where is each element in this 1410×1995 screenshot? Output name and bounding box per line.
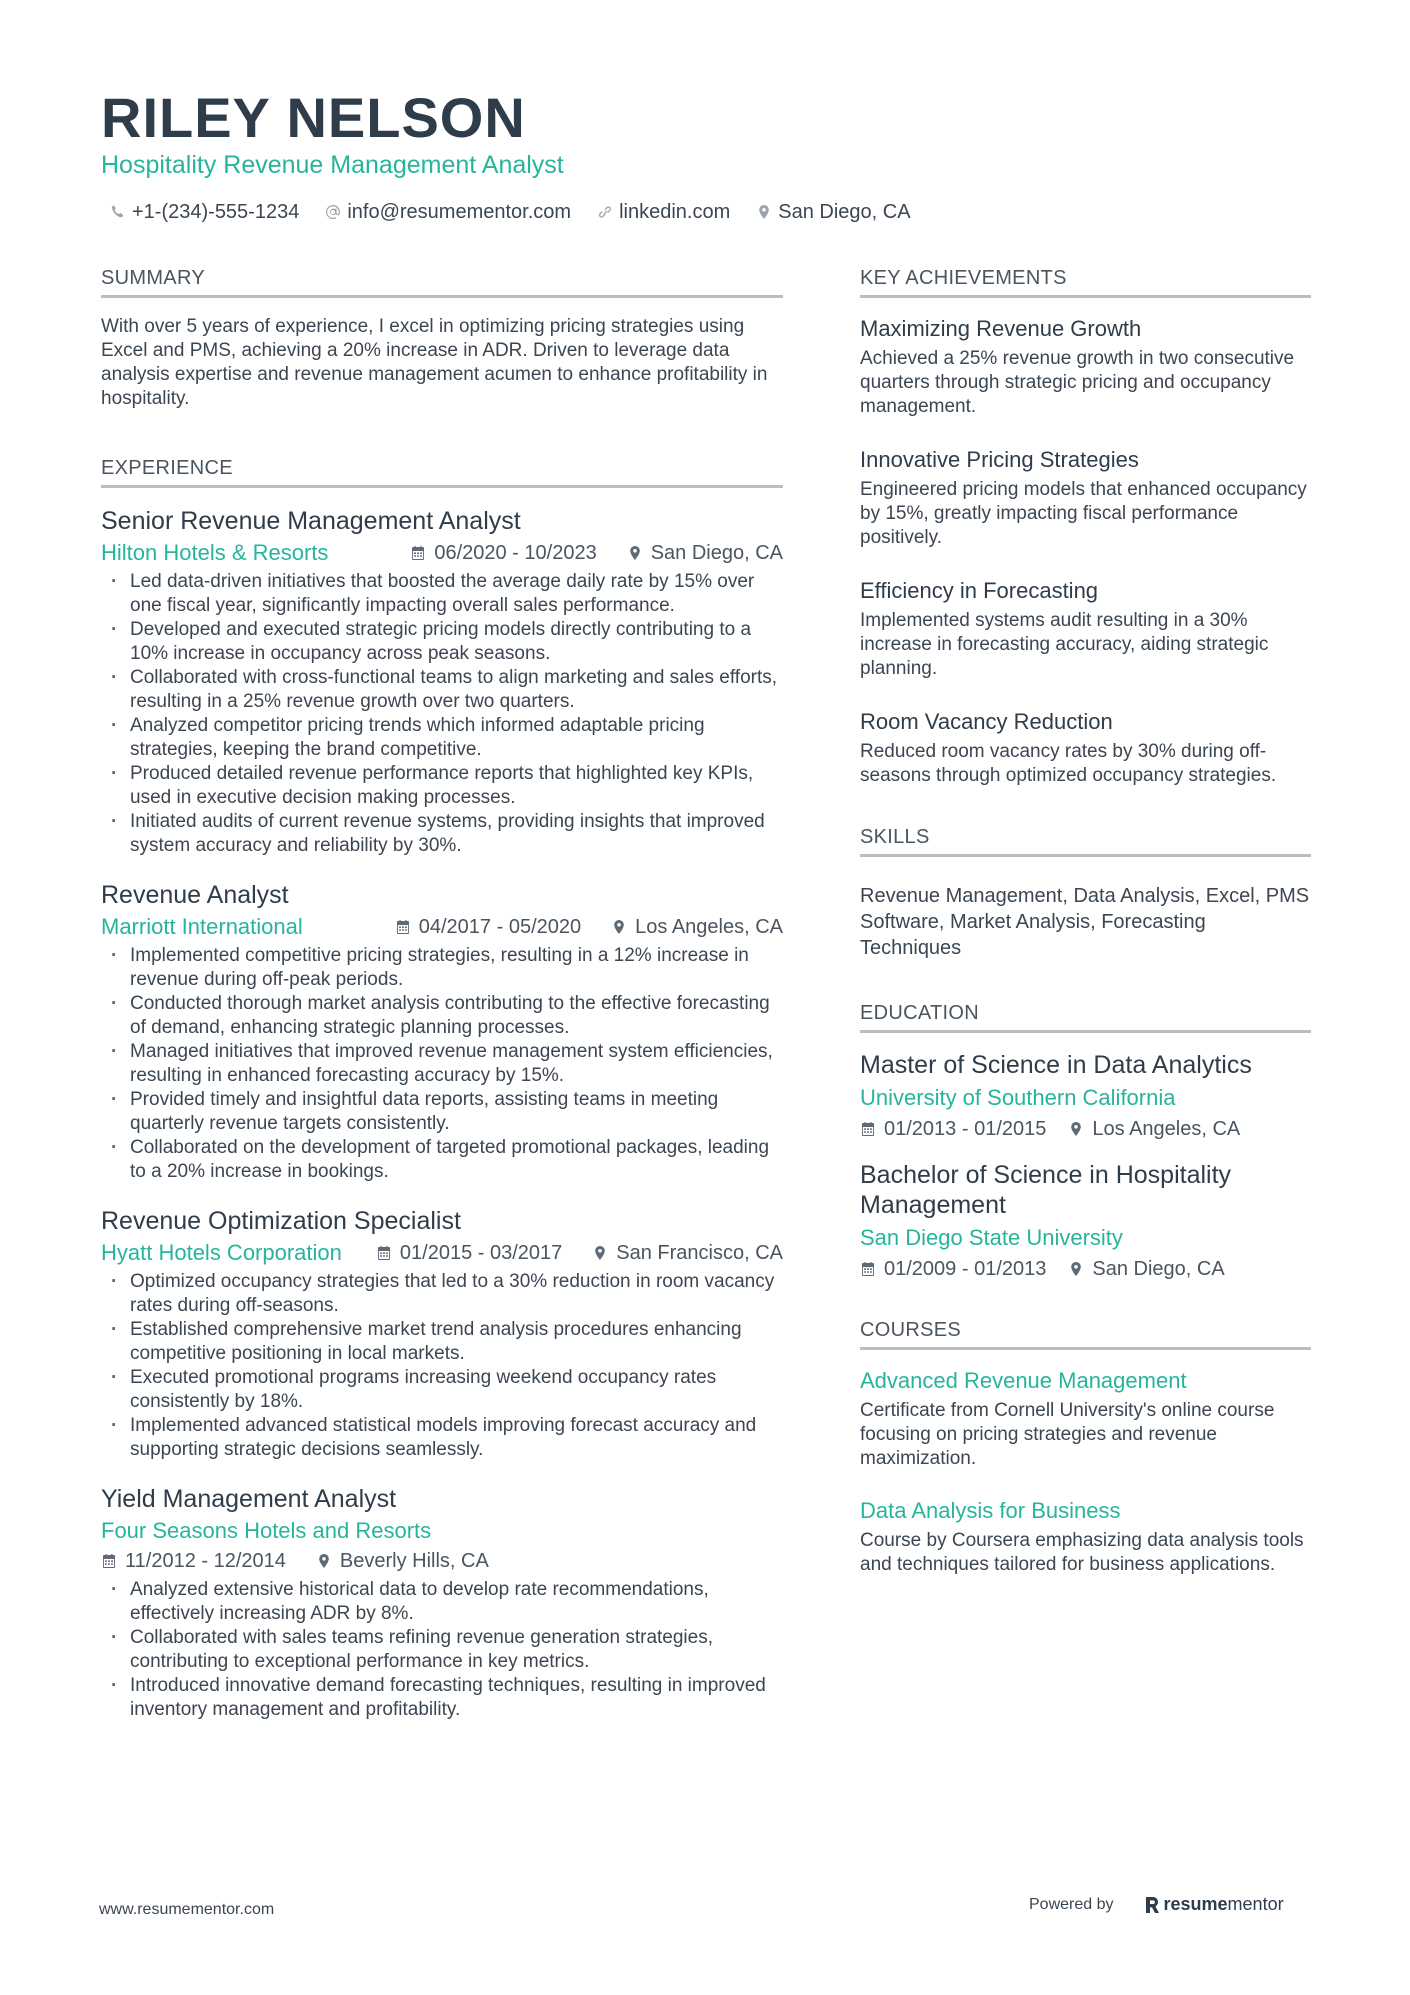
footer-website[interactable]: www.resumementor.com xyxy=(99,1901,275,1918)
school-name: San Diego State University xyxy=(860,1225,1123,1250)
location-pin-icon xyxy=(627,545,643,561)
education-item xyxy=(860,1050,1311,1142)
calendar-icon xyxy=(410,545,426,561)
job-dates xyxy=(410,540,596,566)
job-title: Revenue Optimization Specialist xyxy=(101,1207,461,1235)
phone-icon xyxy=(110,204,126,220)
job-bullets xyxy=(101,1578,783,1722)
education-meta xyxy=(860,1256,1311,1282)
list-item: · Collaborated with sales teams refining revenue generation strategies, contributing to exceptional performance in key metrics. xyxy=(101,1626,783,1674)
job-entry xyxy=(101,1206,783,1462)
job-title: Senior Revenue Management Analyst xyxy=(101,507,521,535)
job-dates-text: 06/2020 - 10/2023 xyxy=(434,542,597,564)
course-title: Advanced Revenue Management xyxy=(860,1368,1187,1393)
section-heading: SKILLS xyxy=(860,825,1311,857)
summary-text: With over 5 years of experience, I excel in optimizing pricing strategies using Excel and PMS, achieving a 20% increase in ADR. Driven to leverage data analysis expertise and revenue management acumen to enhance profitability in hospitality. xyxy=(101,316,768,409)
achievement-item xyxy=(860,577,1311,681)
location-text: San Diego, CA xyxy=(778,201,911,223)
job-location xyxy=(627,540,783,566)
section-heading: EXPERIENCE xyxy=(101,456,783,488)
list-item: · Implemented advanced statistical models improving forecast accuracy and supporting strategic decisions seamlessly. xyxy=(101,1414,783,1462)
linkedin-text[interactable]: linkedin.com xyxy=(619,201,731,223)
list-item: · Analyzed extensive historical data to develop rate recommendations, effectively increasing ADR by 8%. xyxy=(101,1578,783,1626)
calendar-icon xyxy=(395,919,411,935)
job-location-text: Los Angeles, CA xyxy=(635,916,783,938)
education-item xyxy=(860,1160,1311,1282)
education-dates-text: 01/2013 - 01/2015 xyxy=(884,1118,1047,1140)
location-pin-icon xyxy=(592,1245,608,1261)
footer-powered-by xyxy=(1029,1894,1284,1915)
job-bullets xyxy=(101,570,783,858)
resumementor-logo-icon xyxy=(1144,1895,1160,1915)
course-title: Data Analysis for Business xyxy=(860,1498,1121,1523)
degree-title: Master of Science in Data Analytics xyxy=(860,1051,1252,1079)
section-heading: SUMMARY xyxy=(101,266,783,298)
left-column xyxy=(101,266,783,1744)
company-name: Hyatt Hotels Corporation xyxy=(101,1240,342,1265)
job-location-text: Beverly Hills, CA xyxy=(339,1550,489,1572)
skills-text: Revenue Management, Data Analysis, Excel, PMS Software, Market Analysis, Forecasting Techniques xyxy=(860,885,1310,959)
list-item: · Established comprehensive market trend analysis procedures enhancing competitive positioning in local markets. xyxy=(101,1318,783,1366)
list-item: · Analyzed competitor pricing trends which informed adaptable pricing strategies, keeping the brand competitive. xyxy=(101,714,783,762)
company-name: Marriott International xyxy=(101,914,303,939)
experience-section xyxy=(101,456,783,1722)
brand-logo[interactable] xyxy=(1144,1894,1284,1915)
education-location-text: Los Angeles, CA xyxy=(1092,1118,1241,1140)
job-entry xyxy=(101,880,783,1184)
location-pin-icon xyxy=(1068,1261,1084,1277)
course-item xyxy=(860,1497,1311,1577)
section-heading: EDUCATION xyxy=(860,1001,1311,1033)
job-location xyxy=(592,1240,783,1266)
education-section xyxy=(860,1001,1311,1282)
achievement-text: Achieved a 25% revenue growth in two consecutive quarters through strategic pricing and occupancy management. xyxy=(860,348,1295,417)
list-item: · Optimized occupancy strategies that led to a 30% reduction in room vacancy rates during off-seasons. xyxy=(101,1270,783,1318)
email-text[interactable]: info@resumementor.com xyxy=(347,201,572,223)
list-item: · Conducted thorough market analysis contributing to the effective forecasting of demand, enhancing strategic planning processes. xyxy=(101,992,783,1040)
job-dates-text: 01/2015 - 03/2017 xyxy=(399,1242,563,1264)
education-location xyxy=(1068,1116,1240,1142)
achievement-title: Efficiency in Forecasting xyxy=(860,578,1099,603)
education-location xyxy=(1068,1256,1224,1282)
job-dates-text: 11/2012 - 12/2014 xyxy=(125,1550,286,1572)
company-name: Hilton Hotels & Resorts xyxy=(101,540,329,565)
list-item: · Implemented competitive pricing strategies, resulting in a 12% increase in revenue during off-peak periods. xyxy=(101,944,783,992)
achievement-title: Innovative Pricing Strategies xyxy=(860,447,1139,472)
education-dates-text: 01/2009 - 01/2013 xyxy=(884,1258,1047,1280)
candidate-name: RILEY NELSON xyxy=(101,86,526,149)
link-icon xyxy=(597,204,613,220)
job-location xyxy=(611,914,783,940)
company-name: Four Seasons Hotels and Resorts xyxy=(101,1518,432,1543)
job-title: Revenue Analyst xyxy=(101,881,289,909)
list-item: · Collaborated with cross-functional teams to align marketing and sales efforts, resulting in a 25% revenue growth over two quarters. xyxy=(101,666,783,714)
skills-section xyxy=(860,815,1311,961)
phone-text: +1-(234)-555-1234 xyxy=(132,201,300,223)
calendar-icon xyxy=(860,1121,876,1137)
job-meta xyxy=(101,1518,783,1544)
list-item: · Managed initiatives that improved revenue management system efficiencies, resulting in enhanced forecasting accuracy by 15%. xyxy=(101,1040,783,1088)
course-text: Course by Coursera emphasizing data analysis tools and techniques tailored for business applications. xyxy=(860,1530,1304,1575)
list-item: · Produced detailed revenue performance reports that highlighted key KPIs, used in executive decision making processes. xyxy=(101,762,783,810)
list-item: · Executed promotional programs increasing weekend occupancy rates consistently by 18%. xyxy=(101,1366,783,1414)
location-pin-icon xyxy=(611,919,627,935)
achievement-title: Room Vacancy Reduction xyxy=(860,709,1113,734)
calendar-icon xyxy=(376,1245,392,1261)
powered-by-text: Powered by xyxy=(1029,1895,1114,1913)
location-pin-icon xyxy=(756,204,772,220)
contact-location xyxy=(756,199,910,225)
summary-section xyxy=(101,266,783,411)
contact-bar xyxy=(110,199,937,225)
brand-bold: resume xyxy=(1163,1894,1228,1914)
degree-title: Bachelor of Science in Hospitality Management xyxy=(860,1161,1232,1219)
job-bullets xyxy=(101,1270,783,1462)
contact-phone xyxy=(110,199,299,225)
achievements-section xyxy=(860,266,1311,788)
job-location xyxy=(316,1548,489,1574)
school-name: University of Southern California xyxy=(860,1085,1176,1110)
education-dates xyxy=(860,1116,1046,1142)
achievement-text: Engineered pricing models that enhanced occupancy by 15%, greatly impacting fiscal performance positively. xyxy=(860,479,1307,548)
achievement-item xyxy=(860,446,1311,550)
job-title: Yield Management Analyst xyxy=(101,1485,397,1513)
contact-linkedin[interactable] xyxy=(597,199,730,225)
education-location-text: San Diego, CA xyxy=(1092,1258,1225,1280)
calendar-icon xyxy=(101,1553,117,1569)
job-entry xyxy=(101,506,783,858)
achievement-item xyxy=(860,708,1311,788)
job-location-text: San Diego, CA xyxy=(650,542,783,564)
courses-section xyxy=(860,1318,1311,1577)
right-column xyxy=(860,266,1311,1603)
education-meta xyxy=(860,1116,1311,1142)
section-heading: KEY ACHIEVEMENTS xyxy=(860,266,1311,298)
achievement-item xyxy=(860,315,1311,419)
job-entry xyxy=(101,1484,783,1722)
job-meta xyxy=(101,1240,783,1266)
achievement-text: Implemented systems audit resulting in a 30% increase in forecasting accuracy, aiding strategic planning. xyxy=(860,610,1269,679)
job-dates xyxy=(376,1240,562,1266)
course-text: Certificate from Cornell University's online course focusing on pricing strategies and revenue maximization. xyxy=(860,1400,1275,1469)
job-dates-text: 04/2017 - 05/2020 xyxy=(418,916,582,938)
list-item: · Developed and executed strategic pricing models directly contributing to a 10% increase in occupancy across peak seasons. xyxy=(101,618,783,666)
job-meta xyxy=(101,914,783,940)
achievement-title: Maximizing Revenue Growth xyxy=(860,316,1142,341)
brand-rest: mentor xyxy=(1227,1894,1284,1914)
location-pin-icon xyxy=(1068,1121,1084,1137)
job-bullets xyxy=(101,944,783,1184)
candidate-title: Hospitality Revenue Management Analyst xyxy=(101,151,564,179)
job-meta xyxy=(101,540,783,566)
achievement-text: Reduced room vacancy rates by 30% during off-seasons through optimized occupancy strategies. xyxy=(860,741,1277,786)
at-icon xyxy=(325,204,341,220)
course-item xyxy=(860,1367,1311,1471)
job-meta xyxy=(101,1548,783,1574)
education-dates xyxy=(860,1256,1046,1282)
list-item: · Initiated audits of current revenue systems, providing insights that improved system accuracy and reliability by 30%. xyxy=(101,810,783,858)
calendar-icon xyxy=(860,1261,876,1277)
contact-email[interactable] xyxy=(325,199,571,225)
list-item: · Introduced innovative demand forecasting techniques, resulting in improved inventory management and profitability. xyxy=(101,1674,783,1722)
job-dates xyxy=(395,914,581,940)
section-heading: COURSES xyxy=(860,1318,1311,1350)
job-dates xyxy=(101,1548,286,1574)
list-item: · Collaborated on the development of targeted promotional packages, leading to a 20% increase in bookings. xyxy=(101,1136,783,1184)
job-location-text: San Francisco, CA xyxy=(616,1242,783,1264)
location-pin-icon xyxy=(316,1553,332,1569)
list-item: · Provided timely and insightful data reports, assisting teams in meeting quarterly revenue targets consistently. xyxy=(101,1088,783,1136)
list-item: · Led data-driven initiatives that boosted the average daily rate by 15% over one fiscal year, significantly impacting overall sales performance. xyxy=(101,570,783,618)
